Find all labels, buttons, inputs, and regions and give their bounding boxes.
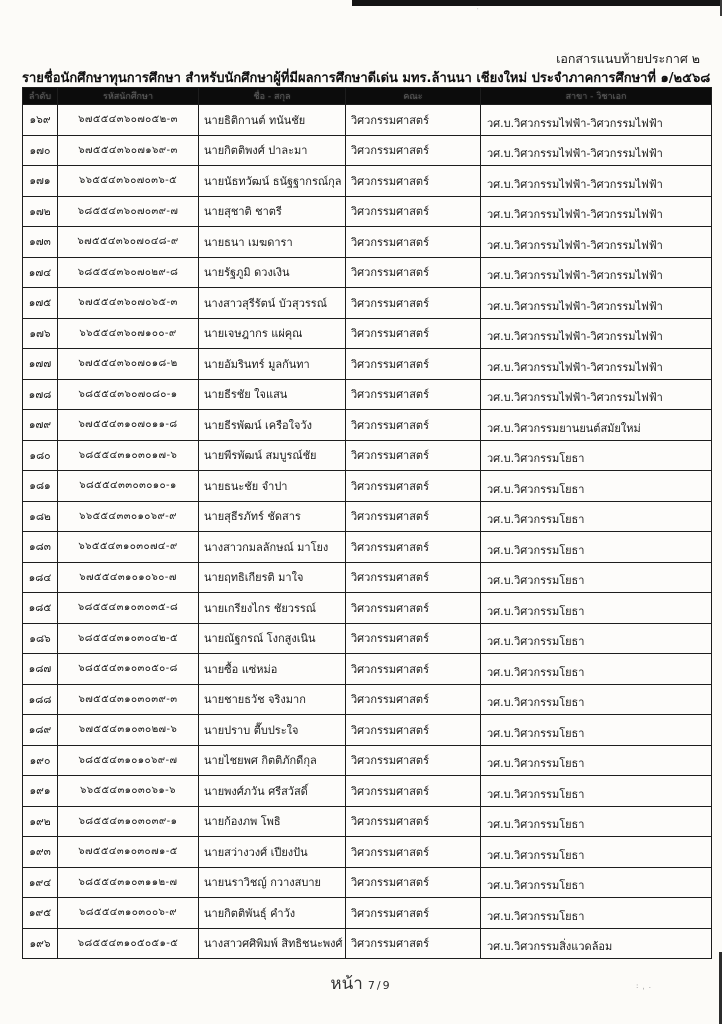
name-cell: นางสาวสุรีรัตน์ บัวสุวรรณ์	[199, 288, 346, 319]
faculty-cell: วิศวกรรมศาสตร์	[346, 501, 481, 532]
seq-cell: ๑๗๖	[23, 318, 58, 349]
program-cell: วศ.บ.วิศวกรรมไฟฟ้า-วิศวกรรมไฟฟ้า	[481, 196, 712, 227]
seq-cell: ๑๙๖	[23, 928, 58, 959]
table-row	[23, 837, 712, 868]
faculty-cell: วิศวกรรมศาสตร์	[346, 745, 481, 776]
table-row	[23, 684, 712, 715]
name-cell: นายณัฐกรณ์ โงกสูงเนิน	[199, 623, 346, 654]
student-id-cell: ๖๘๕๕๔๓๑๐๓๐๔๒-๕	[58, 623, 199, 654]
student-id-cell: ๖๗๕๕๔๓๖๐๗๐๖๕-๓	[58, 288, 199, 319]
student-id-cell: ๖๘๕๕๔๓๖๐๗๐๒๙-๘	[58, 257, 199, 288]
student-id-cell: ๖๗๕๕๔๓๖๐๗๐๕๒-๓	[58, 105, 199, 136]
name-cell: นายรัฐภูมิ ดวงเงิน	[199, 257, 346, 288]
program-cell: วศ.บ.วิศวกรรมโยธา	[481, 532, 712, 563]
name-cell: นางสาวกมลลักษณ์ มาโยง	[199, 532, 346, 563]
column-header-program: สาขา - วิชาเอก	[481, 88, 712, 105]
page-footer	[0, 970, 722, 997]
name-cell: นายกิตติพงศ์ ปาละมา	[199, 135, 346, 166]
table-row	[23, 257, 712, 288]
seq-cell: ๑๘๗	[23, 654, 58, 685]
column-header-seq: ลำดับ	[23, 88, 58, 105]
student-id-cell: ๖๘๕๕๔๓๑๐๓๐๑๗-๖	[58, 440, 199, 471]
student-id-cell: ๖๘๕๕๔๓๑๐๓๐๓๕-๘	[58, 593, 199, 624]
student-id-cell: ๖๘๕๕๔๓๑๐๓๐๐๖-๙	[58, 898, 199, 929]
faculty-cell: วิศวกรรมศาสตร์	[346, 288, 481, 319]
faculty-cell: วิศวกรรมศาสตร์	[346, 684, 481, 715]
program-cell: วศ.บ.วิศวกรรมไฟฟ้า-วิศวกรรมไฟฟ้า	[481, 135, 712, 166]
student-id-cell: ๖๘๕๕๔๓๑๐๓๐๕๐-๘	[58, 654, 199, 685]
seq-cell: ๑๘๙	[23, 715, 58, 746]
program-cell: วศ.บ.วิศวกรรมไฟฟ้า-วิศวกรรมไฟฟ้า	[481, 105, 712, 136]
student-id-cell: ๖๖๕๕๔๓๖๐๗๐๓๖-๕	[58, 166, 199, 197]
program-cell: วศ.บ.วิศวกรรมโยธา	[481, 501, 712, 532]
page-number-value: 7/9	[367, 979, 392, 992]
faculty-cell: วิศวกรรมศาสตร์	[346, 532, 481, 563]
student-id-cell: ๖๗๕๕๔๓๑๐๑๐๖๐-๗	[58, 562, 199, 593]
faculty-cell: วิศวกรรมศาสตร์	[346, 227, 481, 258]
seq-cell: ๑๗๕	[23, 288, 58, 319]
student-id-cell: ๖๘๕๕๔๓๑๐๓๑๑๒-๗	[58, 867, 199, 898]
program-cell: วศ.บ.วิศวกรรมโยธา	[481, 745, 712, 776]
seq-cell: ๑๘๖	[23, 623, 58, 654]
table-row	[23, 898, 712, 929]
student-id-cell: ๖๖๕๕๔๓๑๐๓๐๖๑-๖	[58, 776, 199, 807]
faculty-cell: วิศวกรรมศาสตร์	[346, 257, 481, 288]
program-cell: วศ.บ.วิศวกรรมโยธา	[481, 684, 712, 715]
faculty-cell: วิศวกรรมศาสตร์	[346, 410, 481, 441]
program-cell: วศ.บ.วิศวกรรมโยธา	[481, 440, 712, 471]
scholarship-students-table	[22, 87, 712, 959]
program-cell: วศ.บ.วิศวกรรมโยธา	[481, 593, 712, 624]
column-header-faculty: คณะ	[346, 88, 481, 105]
table-row	[23, 410, 712, 441]
name-cell: นายฤทธิเกียรติ มาใจ	[199, 562, 346, 593]
faculty-cell: วิศวกรรมศาสตร์	[346, 776, 481, 807]
table-row	[23, 105, 712, 136]
name-cell: นายปราบ ตื๊บประใจ	[199, 715, 346, 746]
seq-cell: ๑๘๑	[23, 471, 58, 502]
faculty-cell: วิศวกรรมศาสตร์	[346, 837, 481, 868]
name-cell: นายชายธวัช จริงมาก	[199, 684, 346, 715]
table-row	[23, 532, 712, 563]
program-cell: วศ.บ.วิศวกรรมไฟฟ้า-วิศวกรรมไฟฟ้า	[481, 318, 712, 349]
table-row	[23, 135, 712, 166]
faculty-cell: วิศวกรรมศาสตร์	[346, 166, 481, 197]
student-id-cell: ๖๗๕๕๔๓๑๐๓๐๓๙-๓	[58, 684, 199, 715]
student-id-cell: ๖๘๕๕๔๓๖๐๗๐๓๙-๗	[58, 196, 199, 227]
name-cell: นายเกรียงไกร ชัยวรรณ์	[199, 593, 346, 624]
table-row	[23, 593, 712, 624]
student-id-cell: ๖๗๕๕๔๓๖๐๗๑๖๙-๓	[58, 135, 199, 166]
name-cell: นายธีรชัย ใจแสน	[199, 379, 346, 410]
faculty-cell: วิศวกรรมศาสตร์	[346, 379, 481, 410]
name-cell: นายพีรพัฒน์ สมบูรณ์ชัย	[199, 440, 346, 471]
table-row	[23, 349, 712, 380]
name-cell: นายธนะชัย จำปา	[199, 471, 346, 502]
table-row	[23, 745, 712, 776]
scan-artifact-speck: ˙	[476, 8, 481, 16]
student-id-cell: ๖๗๕๕๔๓๖๐๗๐๔๘-๙	[58, 227, 199, 258]
table-row	[23, 227, 712, 258]
student-id-cell: ๖๘๕๕๔๓๖๐๗๐๘๐-๑	[58, 379, 199, 410]
faculty-cell: วิศวกรรมศาสตร์	[346, 623, 481, 654]
table-row	[23, 776, 712, 807]
seq-cell: ๑๗๔	[23, 257, 58, 288]
table-row	[23, 715, 712, 746]
name-cell: นายสว่างวงศ์ เปียงปัน	[199, 837, 346, 868]
student-id-cell: ๖๗๕๕๔๓๖๐๗๐๑๘-๒	[58, 349, 199, 380]
table-row	[23, 379, 712, 410]
program-cell: วศ.บ.วิศวกรรมยานยนต์สมัยใหม่	[481, 410, 712, 441]
student-id-cell: ๖๗๕๕๔๓๑๐๓๐๗๑-๕	[58, 837, 199, 868]
table-row	[23, 288, 712, 319]
program-cell: วศ.บ.วิศวกรรมโยธา	[481, 837, 712, 868]
name-cell: นายธนา เมฆดารา	[199, 227, 346, 258]
table-row	[23, 166, 712, 197]
program-cell: วศ.บ.วิศวกรรมโยธา	[481, 471, 712, 502]
name-cell: นายธีรพัฒน์ เครือใจวัง	[199, 410, 346, 441]
faculty-cell: วิศวกรรมศาสตร์	[346, 318, 481, 349]
program-cell: วศ.บ.วิศวกรรมโยธา	[481, 806, 712, 837]
faculty-cell: วิศวกรรมศาสตร์	[346, 349, 481, 380]
seq-cell: ๑๘๓	[23, 532, 58, 563]
seq-cell: ๑๘๘	[23, 684, 58, 715]
column-header-student-id: รหัสนักศึกษา	[58, 88, 199, 105]
name-cell: นายเจษฎากร แผ่คุณ	[199, 318, 346, 349]
name-cell: นายพงศ์ภวัน ศรีสวัสดิ์	[199, 776, 346, 807]
name-cell: นายนัธทวัฒน์ ธนัฐฐากรณ์กุล	[199, 166, 346, 197]
seq-cell: ๑๗๗	[23, 349, 58, 380]
faculty-cell: วิศวกรรมศาสตร์	[346, 593, 481, 624]
table-row	[23, 928, 712, 959]
name-cell: นายสุธีรภัทร์ ชัดสาร	[199, 501, 346, 532]
seq-cell: ๑๘๕	[23, 593, 58, 624]
faculty-cell: วิศวกรรมศาสตร์	[346, 898, 481, 929]
table-row	[23, 867, 712, 898]
seq-cell: ๑๗๑	[23, 166, 58, 197]
student-id-cell: ๖๖๕๕๔๓๖๐๗๑๐๐-๙	[58, 318, 199, 349]
seq-cell: ๑๙๑	[23, 776, 58, 807]
scan-artifact-speck: : ͵ .	[636, 982, 652, 990]
seq-cell: ๑๖๙	[23, 105, 58, 136]
seq-cell: ๑๗๒	[23, 196, 58, 227]
seq-cell: ๑๗๐	[23, 135, 58, 166]
student-id-cell: ๖๖๕๕๔๓๓๐๑๐๖๙-๙	[58, 501, 199, 532]
student-id-cell: ๖๘๕๕๔๓๑๐๓๐๓๙-๑	[58, 806, 199, 837]
faculty-cell: วิศวกรรมศาสตร์	[346, 105, 481, 136]
table-row	[23, 501, 712, 532]
table-row	[23, 196, 712, 227]
scan-artifact-top-bar	[352, 0, 722, 6]
table-row	[23, 440, 712, 471]
program-cell: วศ.บ.วิศวกรรมไฟฟ้า-วิศวกรรมไฟฟ้า	[481, 166, 712, 197]
program-cell: วศ.บ.วิศวกรรมโยธา	[481, 562, 712, 593]
seq-cell: ๑๗๓	[23, 227, 58, 258]
program-cell: วศ.บ.วิศวกรรมโยธา	[481, 623, 712, 654]
program-cell: วศ.บ.วิศวกรรมโยธา	[481, 715, 712, 746]
faculty-cell: วิศวกรรมศาสตร์	[346, 196, 481, 227]
seq-cell: ๑๗๙	[23, 410, 58, 441]
program-cell: วศ.บ.วิศวกรรมสิ่งแวดล้อม	[481, 928, 712, 959]
program-cell: วศ.บ.วิศวกรรมไฟฟ้า-วิศวกรรมไฟฟ้า	[481, 349, 712, 380]
program-cell: วศ.บ.วิศวกรรมไฟฟ้า-วิศวกรรมไฟฟ้า	[481, 257, 712, 288]
faculty-cell: วิศวกรรมศาสตร์	[346, 135, 481, 166]
name-cell: นายธิติกานต์ ทนันชัย	[199, 105, 346, 136]
program-cell: วศ.บ.วิศวกรรมไฟฟ้า-วิศวกรรมไฟฟ้า	[481, 227, 712, 258]
faculty-cell: วิศวกรรมศาสตร์	[346, 562, 481, 593]
table-header-row	[23, 88, 712, 105]
faculty-cell: วิศวกรรมศาสตร์	[346, 440, 481, 471]
table-row	[23, 562, 712, 593]
seq-cell: ๑๘๐	[23, 440, 58, 471]
student-id-cell: ๖๘๕๕๔๓๓๐๓๐๑๐-๑	[58, 471, 199, 502]
faculty-cell: วิศวกรรมศาสตร์	[346, 654, 481, 685]
name-cell: นายสุชาติ ชาตรี	[199, 196, 346, 227]
table-row	[23, 318, 712, 349]
table-row	[23, 806, 712, 837]
program-cell: วศ.บ.วิศวกรรมโยธา	[481, 654, 712, 685]
seq-cell: ๑๙๔	[23, 867, 58, 898]
table-row	[23, 654, 712, 685]
name-cell: นายกิตติพันธุ์ คำวัง	[199, 898, 346, 929]
faculty-cell: วิศวกรรมศาสตร์	[346, 806, 481, 837]
doc-attachment-label: เอกสารแนบท้ายประกาศ ๒	[556, 51, 700, 66]
page-title: รายชื่อนักศึกษาทุนการศึกษา สำหรับนักศึกษาผู้ที่มีผลการศึกษาดีเด่น มทร.ล้านนา เชียงใหม่ ประจำภาคการศึกษาที่ ๑/๒๕๖๘	[22, 71, 711, 86]
faculty-cell: วิศวกรรมศาสตร์	[346, 867, 481, 898]
name-cell: นายก้องภพ โพธิ	[199, 806, 346, 837]
program-cell: วศ.บ.วิศวกรรมโยธา	[481, 776, 712, 807]
name-cell: นายนราวิชญ์ กวางสบาย	[199, 867, 346, 898]
name-cell: นายซื้อ แซ่หม่อ	[199, 654, 346, 685]
name-cell: นางสาวศศิพิมพ์ สิทธิชนะพงศ์	[199, 928, 346, 959]
program-cell: วศ.บ.วิศวกรรมโยธา	[481, 898, 712, 929]
column-header-name: ชื่อ - สกุล	[199, 88, 346, 105]
student-id-cell: ๖๖๕๕๔๓๑๐๓๐๗๔-๙	[58, 532, 199, 563]
seq-cell: ๑๘๒	[23, 501, 58, 532]
faculty-cell: วิศวกรรมศาสตร์	[346, 715, 481, 746]
faculty-cell: วิศวกรรมศาสตร์	[346, 928, 481, 959]
student-id-cell: ๖๘๕๕๔๓๑๐๑๐๖๙-๗	[58, 745, 199, 776]
seq-cell: ๑๙๐	[23, 745, 58, 776]
student-id-cell: ๖๘๕๕๔๓๑๐๕๐๕๑-๕	[58, 928, 199, 959]
name-cell: นายไชยพศ กิตติภักดีกุล	[199, 745, 346, 776]
seq-cell: ๑๙๒	[23, 806, 58, 837]
seq-cell: ๑๙๕	[23, 898, 58, 929]
faculty-cell: วิศวกรรมศาสตร์	[346, 471, 481, 502]
seq-cell: ๑๙๓	[23, 837, 58, 868]
seq-cell: ๑๗๘	[23, 379, 58, 410]
student-id-cell: ๖๗๕๕๔๓๑๐๓๐๒๗-๖	[58, 715, 199, 746]
program-cell: วศ.บ.วิศวกรรมไฟฟ้า-วิศวกรรมไฟฟ้า	[481, 379, 712, 410]
program-cell: วศ.บ.วิศวกรรมไฟฟ้า-วิศวกรรมไฟฟ้า	[481, 288, 712, 319]
table-row	[23, 623, 712, 654]
name-cell: นายอัมรินทร์ มูลกันทา	[199, 349, 346, 380]
student-id-cell: ๖๗๕๕๔๓๑๐๗๐๑๑-๘	[58, 410, 199, 441]
table-row	[23, 471, 712, 502]
seq-cell: ๑๘๔	[23, 562, 58, 593]
program-cell: วศ.บ.วิศวกรรมโยธา	[481, 867, 712, 898]
page-number-label: หน้า	[330, 974, 363, 994]
